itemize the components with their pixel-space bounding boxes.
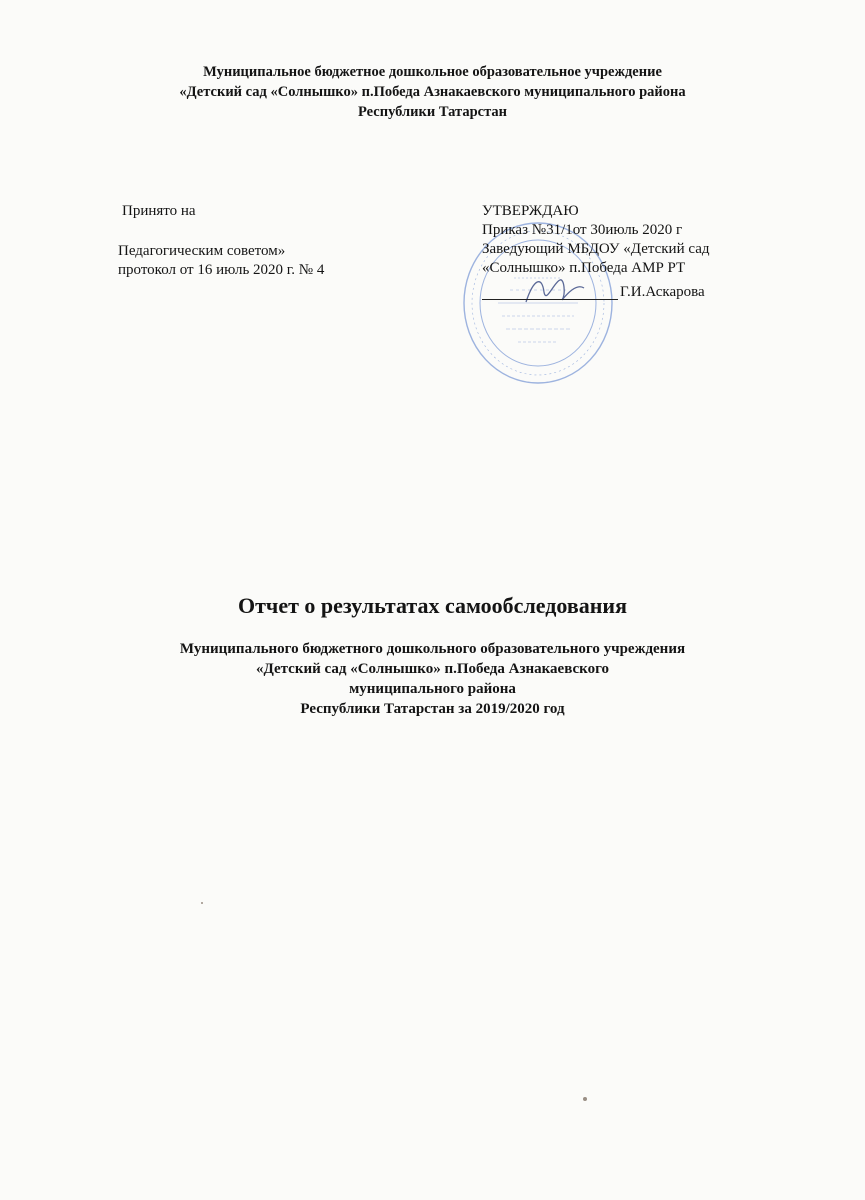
subtitle-line-4: Республики Татарстан за 2019/2020 год <box>300 701 565 717</box>
order-reference: Приказ №31/1от 30июль 2020 г <box>482 222 683 238</box>
protocol-reference: протокол от 16 июль 2020 г. № 4 <box>118 262 325 278</box>
approval-block <box>482 202 709 303</box>
subtitle-line-3: муниципального района <box>349 681 516 697</box>
institution-header <box>0 62 865 122</box>
report-title: Отчет о результатах самообследования <box>238 593 627 618</box>
paper-speck <box>583 1097 587 1101</box>
pedagogical-council: Педагогическим советом» <box>118 243 286 259</box>
subtitle-line-2: «Детский сад «Солнышко» п.Победа Азнакаевского <box>255 661 610 677</box>
header-line-3: Республики Татарстан <box>358 104 507 120</box>
signature-underline <box>482 299 618 300</box>
signer-name: Г.И.Аскарова <box>620 284 705 300</box>
accepted-label: Принято на <box>122 203 196 219</box>
header-line-1: Муниципальное бюджетное дошкольное образовательное учреждение <box>203 64 662 80</box>
signature-line <box>482 283 709 303</box>
head-position-line-2: «Солнышко» п.Победа АМР РТ <box>482 260 686 276</box>
report-subtitle <box>0 639 865 719</box>
accepted-block <box>118 202 324 280</box>
subtitle-line-1: Муниципального бюджетного дошкольного образовательного учреждения <box>179 641 686 657</box>
header-line-2: «Детский сад «Солнышко» п.Победа Азнакаевского муниципального района <box>179 84 686 100</box>
approval-label: УТВЕРЖДАЮ <box>482 203 579 219</box>
paper-speck <box>201 902 203 904</box>
head-position-line-1: Заведующий МБДОУ «Детский сад <box>482 241 710 257</box>
